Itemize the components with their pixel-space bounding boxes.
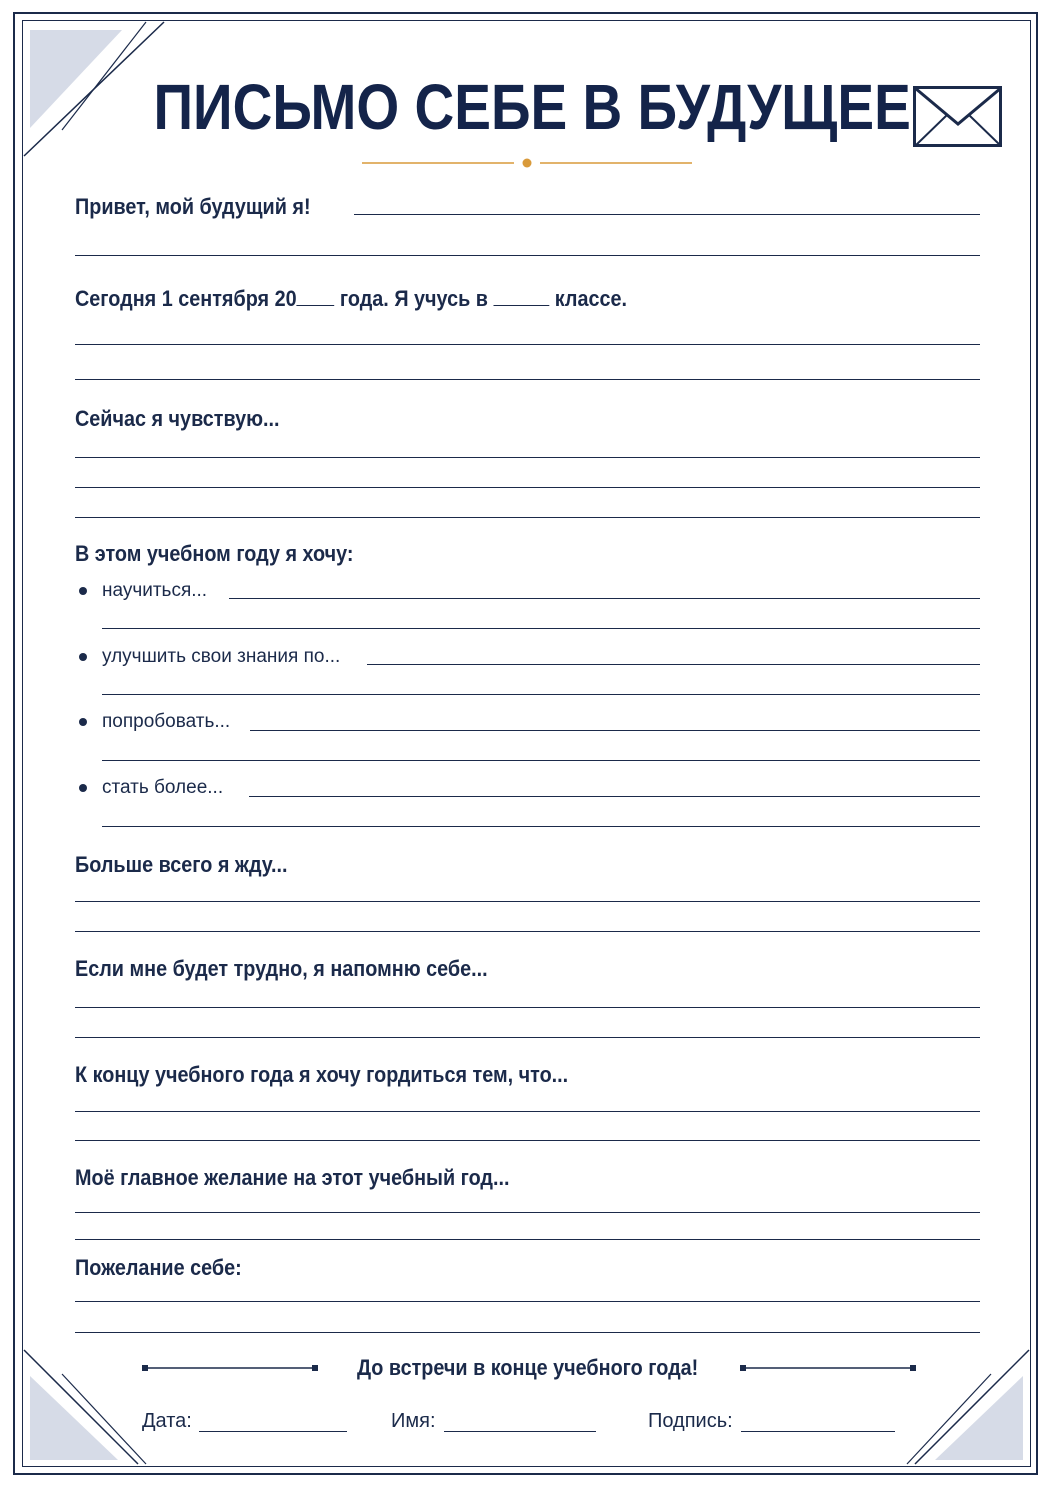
inner-frame [22,20,1031,1467]
write-line[interactable] [229,598,980,599]
feeling-label: Сейчас я чувствую... [75,406,280,431]
date-label: Дата: [142,1410,192,1432]
write-line[interactable] [75,255,980,256]
greeting-write-line[interactable] [354,214,980,215]
write-line[interactable] [75,901,980,902]
name-field-line[interactable] [444,1431,596,1432]
write-line[interactable] [75,1007,980,1008]
waiting-label: Больше всего я жду... [75,852,288,877]
greeting-label: Привет, мой будущий я! [75,194,311,219]
self-wish-label: Пожелание себе: [75,1255,242,1280]
closing-label: До встречи в конце учебного года! [356,1355,699,1380]
reminder-label: Если мне будет трудно, я напомню себе... [75,956,488,981]
write-line[interactable] [75,1037,980,1038]
today-text-2: года. Я учусь в [334,286,494,311]
bullet-icon [79,718,87,726]
closing-ornament-right [738,1362,918,1374]
name-label: Имя: [391,1410,436,1432]
write-line[interactable] [75,487,980,488]
bullet-icon [79,653,87,661]
write-line[interactable] [102,760,980,761]
write-line[interactable] [367,664,980,665]
write-line[interactable] [75,1239,980,1240]
write-line[interactable] [75,1140,980,1141]
write-line[interactable] [75,931,980,932]
goal-item-try: попробовать... [102,711,231,732]
goals-heading: В этом учебном году я хочу: [75,541,354,566]
write-line[interactable] [250,730,980,731]
write-line[interactable] [75,1212,980,1213]
goal-item-become: стать более... [102,777,224,798]
write-line[interactable] [75,457,980,458]
write-line[interactable] [102,628,980,629]
bullet-icon [79,587,87,595]
write-line[interactable] [75,517,980,518]
title-divider [362,155,694,171]
goal-item-learn: научиться... [102,580,208,601]
today-sentence [75,286,627,312]
year-blank[interactable] [297,304,335,306]
sign-label: Подпись: [648,1410,733,1432]
bullet-icon [79,784,87,792]
today-text-3: классе. [549,286,628,311]
write-line[interactable] [75,1301,980,1302]
write-line[interactable] [102,694,980,695]
envelope-icon [913,86,1003,148]
sign-field-line[interactable] [741,1431,895,1432]
grade-blank[interactable] [493,304,549,306]
write-line[interactable] [75,379,980,380]
write-line[interactable] [75,1332,980,1333]
today-text-1: Сегодня 1 сентября 20 [75,286,297,311]
wish-label: Моё главное желание на этот учебный год... [75,1165,510,1190]
goal-item-improve: улучшить свои знания по... [102,646,341,667]
write-line[interactable] [75,344,980,345]
write-line[interactable] [102,826,980,827]
proud-label: К концу учебного года я хочу гордиться тем, что... [75,1062,569,1087]
page-title: ПИСЬМО СЕБЕ В БУДУЩЕЕ [153,71,911,143]
write-line[interactable] [249,796,980,797]
write-line[interactable] [75,1111,980,1112]
date-field-line[interactable] [199,1431,347,1432]
